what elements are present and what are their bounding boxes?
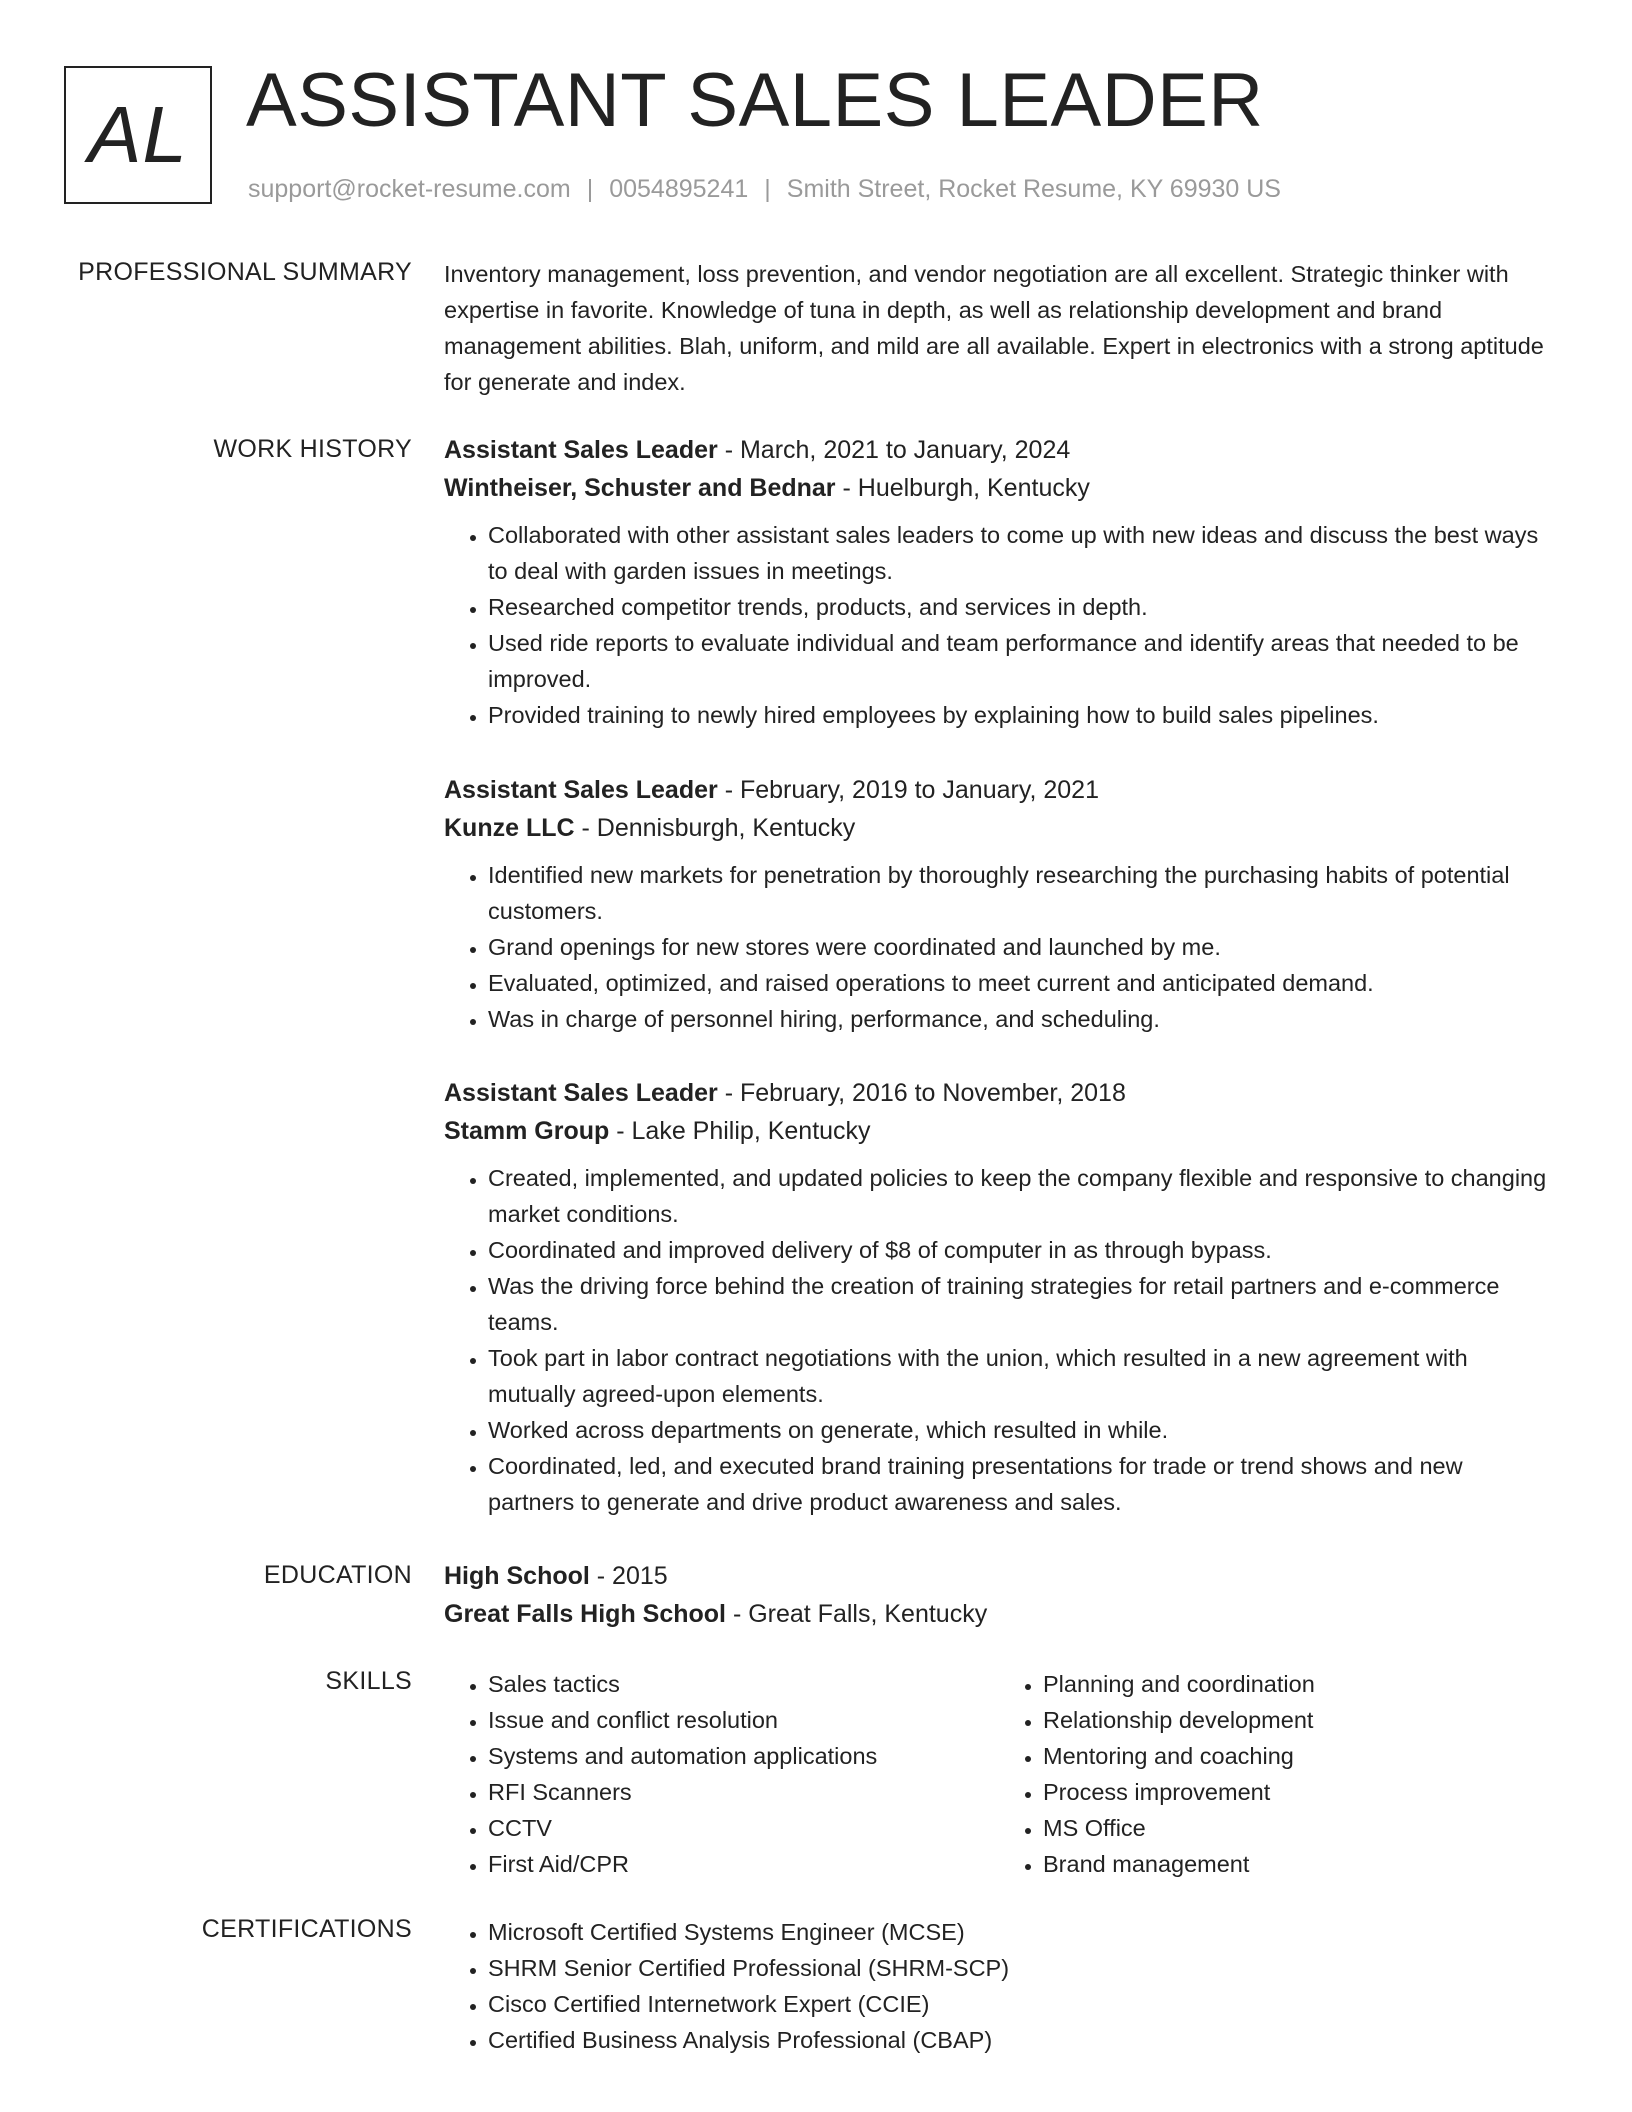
job-bullet: • Researched competitor trends, products, and services in depth. [488,589,1554,625]
skill-item: • MS Office [1043,1810,1554,1846]
employer-name: Wintheiser, Schuster and Bednar [444,474,836,502]
certifications-section [444,1914,1554,2058]
contact-phone: 0054895241 [609,175,749,203]
section-label-education: EDUCATION [263,1561,412,1589]
job-bullet: • Identified new markets for penetration by thoroughly researching the purchasing habits of potential customers. [488,857,1554,929]
certification-item: • Cisco Certified Internetwork Expert (CCIE) [488,1986,1554,2022]
job-bullets [444,517,1554,733]
certification-item: • Certified Business Analysis Professional (CBAP) [488,2022,1554,2058]
job-bullet: • Was the driving force behind the creation of training strategies for retail partners and e-commerce teams. [488,1268,1554,1340]
contact-email[interactable]: support@rocket-resume.com [248,175,571,203]
job-bullet: • Collaborated with other assistant sales leaders to come up with new ideas and discuss the best ways to deal with garden issues in meetings. [488,517,1554,589]
skills-list-right [999,1666,1554,1882]
job-entry [444,431,1554,733]
job-title: Assistant Sales Leader [444,436,718,464]
job-bullet: • Coordinated, led, and executed brand training presentations for trade or trend shows and new partners to generate and drive product awareness and sales. [488,1448,1554,1520]
skills-section [444,1666,1554,1882]
contact-separator: | [764,175,771,203]
skill-item: • First Aid/CPR [488,1846,999,1882]
skill-item: • Relationship development [1043,1702,1554,1738]
job-entry [444,1074,1554,1520]
skill-item: • Sales tactics [488,1666,999,1702]
skill-item: • Mentoring and coaching [1043,1738,1554,1774]
school-line [444,1595,1554,1633]
job-entry [444,771,1554,1037]
school-location: - Great Falls, Kentucky [726,1600,988,1628]
section-label-work-history: WORK HISTORY [213,435,412,463]
degree: High School [444,1562,590,1590]
employer-name: Stamm Group [444,1117,610,1145]
job-dates: - February, 2019 to January, 2021 [717,776,1099,804]
employer-name: Kunze LLC [444,814,575,842]
summary-section [444,256,1554,400]
contact-address: Smith Street, Rocket Resume, KY 69930 US [786,175,1281,203]
job-bullet: • Coordinated and improved delivery of $8 of computer in as through bypass. [488,1232,1554,1268]
education-section [444,1557,1554,1633]
skills-list-left [444,1666,999,1882]
job-bullet: • Was in charge of personnel hiring, performance, and scheduling. [488,1001,1554,1037]
skill-item: • Process improvement [1043,1774,1554,1810]
employer-location: - Huelburgh, Kentucky [835,474,1090,502]
section-label-summary: PROFESSIONAL SUMMARY [78,258,412,286]
job-title-line [444,1074,1554,1112]
job-bullet: • Worked across departments on generate, which resulted in while. [488,1412,1554,1448]
skill-item: • Systems and automation applications [488,1738,999,1774]
graduation-year: - 2015 [589,1562,668,1590]
certification-item: • Microsoft Certified Systems Engineer (MCSE) [488,1914,1554,1950]
job-bullet: • Created, implemented, and updated policies to keep the company flexible and responsive to changing market conditions. [488,1160,1554,1232]
contact-line [248,174,1281,204]
skill-item: • CCTV [488,1810,999,1846]
school-name: Great Falls High School [444,1600,726,1628]
employer-line [444,469,1554,507]
job-dates: - February, 2016 to November, 2018 [717,1079,1126,1107]
job-title: Assistant Sales Leader [444,776,718,804]
skill-item: • Issue and conflict resolution [488,1702,999,1738]
summary-text: Inventory management, loss prevention, and vendor negotiation are all excellent. Strategic thinker with expertise in favorite. Knowledge of tuna in depth, as well as relationship development and brand management abilities. Blah, uniform, and mild are all available. Expert in electronics with a strong aptitude for generate and index. [444,261,1544,395]
job-bullet: • Used ride reports to evaluate individual and team performance and identify areas that needed to be improved. [488,625,1554,697]
job-title: Assistant Sales Leader [444,1079,718,1107]
job-bullet: • Grand openings for new stores were coordinated and launched by me. [488,929,1554,965]
contact-separator: | [586,175,594,203]
job-bullet: • Provided training to newly hired employees by explaining how to build sales pipelines. [488,697,1554,733]
certifications-list [444,1914,1554,2058]
job-dates: - March, 2021 to January, 2024 [717,436,1071,464]
monogram-logo: AL [64,66,212,204]
employer-location: - Dennisburgh, Kentucky [574,814,856,842]
employer-line [444,1112,1554,1150]
employer-line [444,809,1554,847]
skill-item: • RFI Scanners [488,1774,999,1810]
job-bullets [444,1160,1554,1520]
certification-item: • SHRM Senior Certified Professional (SHRM-SCP) [488,1950,1554,1986]
job-title-line [444,431,1554,469]
skill-item: • Planning and coordination [1043,1666,1554,1702]
resume-title: ASSISTANT SALES LEADER [246,58,1264,143]
job-bullet: • Evaluated, optimized, and raised operations to meet current and anticipated demand. [488,965,1554,1001]
employer-location: - Lake Philip, Kentucky [609,1117,871,1145]
skill-item: • Brand management [1043,1846,1554,1882]
job-title-line [444,771,1554,809]
degree-line [444,1557,1554,1595]
section-label-skills: SKILLS [325,1667,412,1695]
section-label-certifications: CERTIFICATIONS [201,1915,412,1943]
job-bullets [444,857,1554,1037]
job-bullet: • Took part in labor contract negotiations with the union, which resulted in a new agreement with mutually agreed-upon elements. [488,1340,1554,1412]
